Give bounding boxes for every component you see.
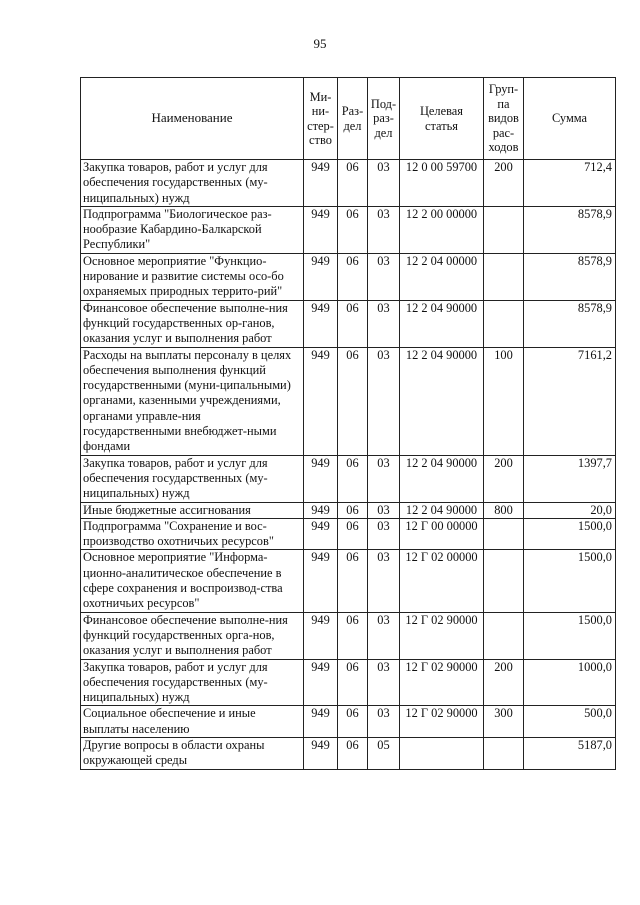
cell-name: Закупка товаров, работ и услуг для обеспечения государственных (му-ниципальных) нужд <box>81 160 304 207</box>
table-row <box>81 347 616 455</box>
cell-target: 12 Г 02 00000 <box>400 550 484 612</box>
cell-sum: 1500,0 <box>524 518 616 550</box>
cell-subsection: 03 <box>368 502 400 518</box>
cell-name: Закупка товаров, работ и услуг для обеспечения государственных (му-ниципальных) нужд <box>81 659 304 706</box>
cell-group: 100 <box>484 347 524 455</box>
cell-group <box>484 206 524 253</box>
header-group: Груп- па видов рас- ходов <box>484 78 524 160</box>
cell-group: 200 <box>484 455 524 502</box>
cell-target: 12 Г 00 00000 <box>400 518 484 550</box>
cell-subsection: 03 <box>368 518 400 550</box>
cell-subsection: 03 <box>368 300 400 347</box>
cell-name: Финансовое обеспечение выполне-ния функций государственных ор-ганов, оказания услуг и выполнения работ <box>81 300 304 347</box>
table-row <box>81 502 616 518</box>
cell-section: 06 <box>338 659 368 706</box>
cell-section: 06 <box>338 160 368 207</box>
cell-sum: 1000,0 <box>524 659 616 706</box>
cell-name: Подпрограмма "Биологическое раз-нообразие Кабардино-Балкарской Республики" <box>81 206 304 253</box>
cell-ministry: 949 <box>304 550 338 612</box>
cell-target: 12 Г 02 90000 <box>400 706 484 738</box>
cell-name: Подпрограмма "Сохранение и вос-производство охотничьих ресурсов" <box>81 518 304 550</box>
cell-ministry: 949 <box>304 253 338 300</box>
header-ministry: Ми- ни- стер- ство <box>304 78 338 160</box>
cell-sum: 712,4 <box>524 160 616 207</box>
cell-ministry: 949 <box>304 206 338 253</box>
cell-subsection: 03 <box>368 550 400 612</box>
cell-ministry: 949 <box>304 300 338 347</box>
cell-group <box>484 550 524 612</box>
cell-sum: 5187,0 <box>524 737 616 769</box>
cell-section: 06 <box>338 206 368 253</box>
cell-name: Основное мероприятие "Информа-ционно-аналитическое обеспечение в сфере сохранения и воспроизвод-ства охотничьих ресурсов" <box>81 550 304 612</box>
header-subsection: Под- раз- дел <box>368 78 400 160</box>
cell-name: Расходы на выплаты персоналу в целях обеспечения выполнения функций государственными (муни-ципальными) органами, казенными учреждениями, органами управле-ния государственными внебюджет-ными фондами <box>81 347 304 455</box>
cell-sum: 7161,2 <box>524 347 616 455</box>
cell-sum: 8578,9 <box>524 300 616 347</box>
cell-group: 200 <box>484 659 524 706</box>
cell-section: 06 <box>338 518 368 550</box>
header-sum: Сумма <box>524 78 616 160</box>
cell-group <box>484 300 524 347</box>
cell-name: Основное мероприятие "Функцио-нирование и развитие системы осо-бо охраняемых природных террито-рий" <box>81 253 304 300</box>
cell-target: 12 2 04 90000 <box>400 347 484 455</box>
cell-subsection: 03 <box>368 455 400 502</box>
cell-ministry: 949 <box>304 347 338 455</box>
cell-sum: 8578,9 <box>524 206 616 253</box>
cell-sum: 1500,0 <box>524 612 616 659</box>
cell-section: 06 <box>338 550 368 612</box>
cell-subsection: 03 <box>368 612 400 659</box>
cell-target: 12 2 04 90000 <box>400 455 484 502</box>
header-section: Раз- дел <box>338 78 368 160</box>
cell-name: Закупка товаров, работ и услуг для обеспечения государственных (му-ниципальных) нужд <box>81 455 304 502</box>
cell-sum: 500,0 <box>524 706 616 738</box>
header-target: Целевая статья <box>400 78 484 160</box>
cell-subsection: 05 <box>368 737 400 769</box>
cell-section: 06 <box>338 612 368 659</box>
cell-target: 12 Г 02 90000 <box>400 659 484 706</box>
cell-ministry: 949 <box>304 518 338 550</box>
table-row <box>81 737 616 769</box>
cell-group: 800 <box>484 502 524 518</box>
cell-sum: 1500,0 <box>524 550 616 612</box>
cell-ministry: 949 <box>304 160 338 207</box>
cell-name: Другие вопросы в области охраны окружающей среды <box>81 737 304 769</box>
cell-target: 12 Г 02 90000 <box>400 612 484 659</box>
table-row <box>81 706 616 738</box>
cell-group: 300 <box>484 706 524 738</box>
cell-sum: 20,0 <box>524 502 616 518</box>
table-row <box>81 612 616 659</box>
cell-ministry: 949 <box>304 612 338 659</box>
table-row <box>81 550 616 612</box>
cell-group <box>484 737 524 769</box>
cell-target: 12 0 00 59700 <box>400 160 484 207</box>
header-name: Наименование <box>81 78 304 160</box>
table-row <box>81 300 616 347</box>
table-row <box>81 206 616 253</box>
table-row <box>81 160 616 207</box>
cell-section: 06 <box>338 737 368 769</box>
cell-section: 06 <box>338 706 368 738</box>
cell-ministry: 949 <box>304 502 338 518</box>
page-number: 95 <box>313 36 327 51</box>
cell-name: Финансовое обеспечение выполне-ния функций государственных орга-нов, оказания услуг и выполнения работ <box>81 612 304 659</box>
cell-ministry: 949 <box>304 706 338 738</box>
table-row <box>81 455 616 502</box>
cell-section: 06 <box>338 300 368 347</box>
cell-subsection: 03 <box>368 253 400 300</box>
cell-name: Иные бюджетные ассигнования <box>81 502 304 518</box>
cell-group <box>484 253 524 300</box>
table-header-row <box>81 78 616 160</box>
cell-target: 12 2 00 00000 <box>400 206 484 253</box>
cell-group <box>484 612 524 659</box>
cell-subsection: 03 <box>368 160 400 207</box>
cell-subsection: 03 <box>368 706 400 738</box>
budget-table <box>80 77 616 770</box>
cell-section: 06 <box>338 502 368 518</box>
cell-section: 06 <box>338 347 368 455</box>
cell-sum: 8578,9 <box>524 253 616 300</box>
cell-ministry: 949 <box>304 737 338 769</box>
table-row <box>81 253 616 300</box>
cell-section: 06 <box>338 253 368 300</box>
table-row <box>81 659 616 706</box>
cell-target: 12 2 04 90000 <box>400 300 484 347</box>
cell-subsection: 03 <box>368 347 400 455</box>
cell-target: 12 2 04 90000 <box>400 502 484 518</box>
table-row <box>81 518 616 550</box>
cell-group: 200 <box>484 160 524 207</box>
cell-subsection: 03 <box>368 659 400 706</box>
cell-target <box>400 737 484 769</box>
cell-ministry: 949 <box>304 455 338 502</box>
cell-sum: 1397,7 <box>524 455 616 502</box>
cell-ministry: 949 <box>304 659 338 706</box>
cell-target: 12 2 04 00000 <box>400 253 484 300</box>
cell-group <box>484 518 524 550</box>
cell-subsection: 03 <box>368 206 400 253</box>
cell-section: 06 <box>338 455 368 502</box>
cell-name: Социальное обеспечение и иные выплаты населению <box>81 706 304 738</box>
